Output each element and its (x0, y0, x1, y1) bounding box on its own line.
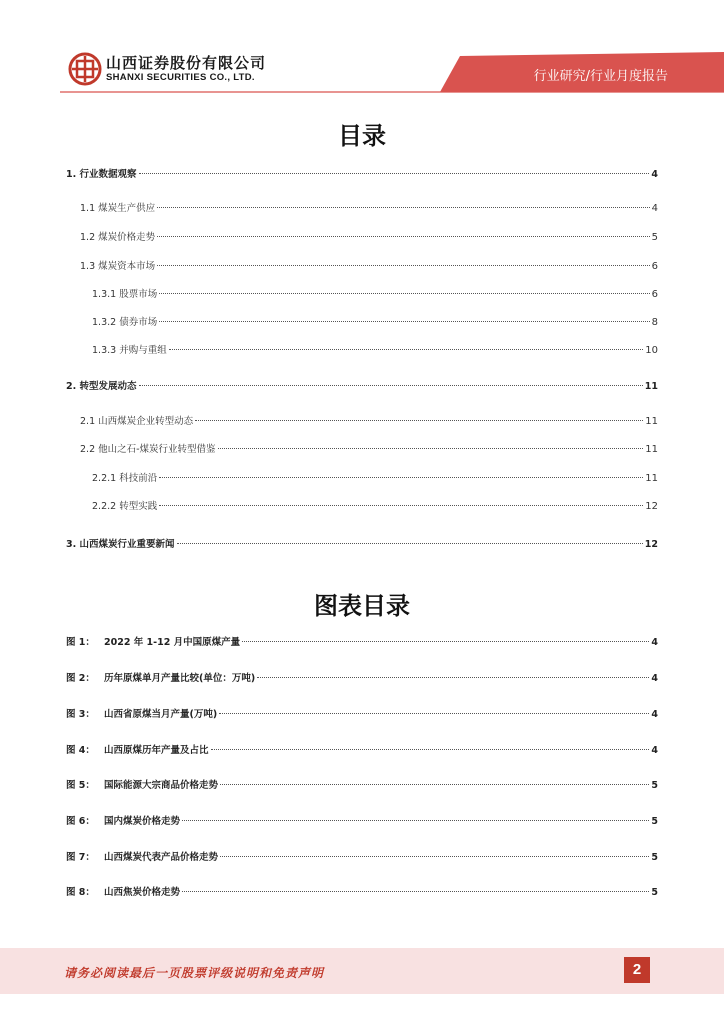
page-footer (0, 948, 724, 994)
figure-item[interactable]: 图 4： 山西原煤历年产量及占比 4 (66, 745, 658, 756)
toc-item[interactable]: 1.3.2 债券市场 8 (92, 317, 658, 328)
toc-item[interactable]: 1.2 煤炭价格走势 5 (80, 232, 658, 243)
page-number: 2 (624, 957, 650, 983)
figure-item[interactable]: 图 5： 国际能源大宗商品价格走势 5 (66, 780, 658, 791)
figures-title: 图表目录 (314, 592, 410, 620)
page-header (0, 0, 724, 100)
report-type-label: 行业研究/行业月度报告 (533, 69, 668, 84)
company-logo-icon (68, 52, 102, 86)
figure-item[interactable]: 图 8： 山西焦炭价格走势 5 (66, 887, 658, 898)
toc-item[interactable]: 1. 行业数据观察 4 (66, 169, 658, 180)
toc-item[interactable]: 2.2 他山之石-煤炭行业转型借鉴 11 (80, 444, 658, 455)
toc-item[interactable]: 2.2.1 科技前沿 11 (92, 473, 658, 484)
figure-item[interactable]: 图 7： 山西煤炭代表产品价格走势 5 (66, 852, 658, 863)
toc-item[interactable]: 1.3.3 并购与重组 10 (92, 345, 658, 356)
company-name-cn: 山西证券股份有限公司 (106, 54, 267, 72)
figure-item[interactable]: 图 6： 国内煤炭价格走势 5 (66, 816, 658, 827)
toc-item[interactable]: 2. 转型发展动态 11 (66, 381, 658, 392)
figure-item[interactable]: 图 3： 山西省原煤当月产量(万吨) 4 (66, 709, 658, 720)
toc-item[interactable]: 1.3.1 股票市场 6 (92, 289, 658, 300)
toc-item[interactable]: 2.1 山西煤炭企业转型动态 11 (80, 416, 658, 427)
header-red-band (0, 0, 724, 100)
toc-title: 目录 (338, 122, 386, 150)
toc-item[interactable]: 2.2.2 转型实践 12 (92, 501, 658, 512)
figure-item[interactable]: 图 2： 历年原煤单月产量比较(单位：万吨) 4 (66, 673, 658, 684)
disclaimer-notice: 请务必阅读最后一页股票评级说明和免责声明 (64, 966, 325, 980)
toc-item[interactable]: 1.3 煤炭资本市场 6 (80, 261, 658, 272)
toc-item[interactable]: 3. 山西煤炭行业重要新闻 12 (66, 539, 658, 550)
figure-item[interactable]: 图 1： 2022 年 1-12 月中国原煤产量 4 (66, 637, 658, 648)
toc-item[interactable]: 1.1 煤炭生产供应 4 (80, 203, 658, 214)
company-name-en: SHANXI SECURITIES CO., LTD. (106, 72, 255, 83)
